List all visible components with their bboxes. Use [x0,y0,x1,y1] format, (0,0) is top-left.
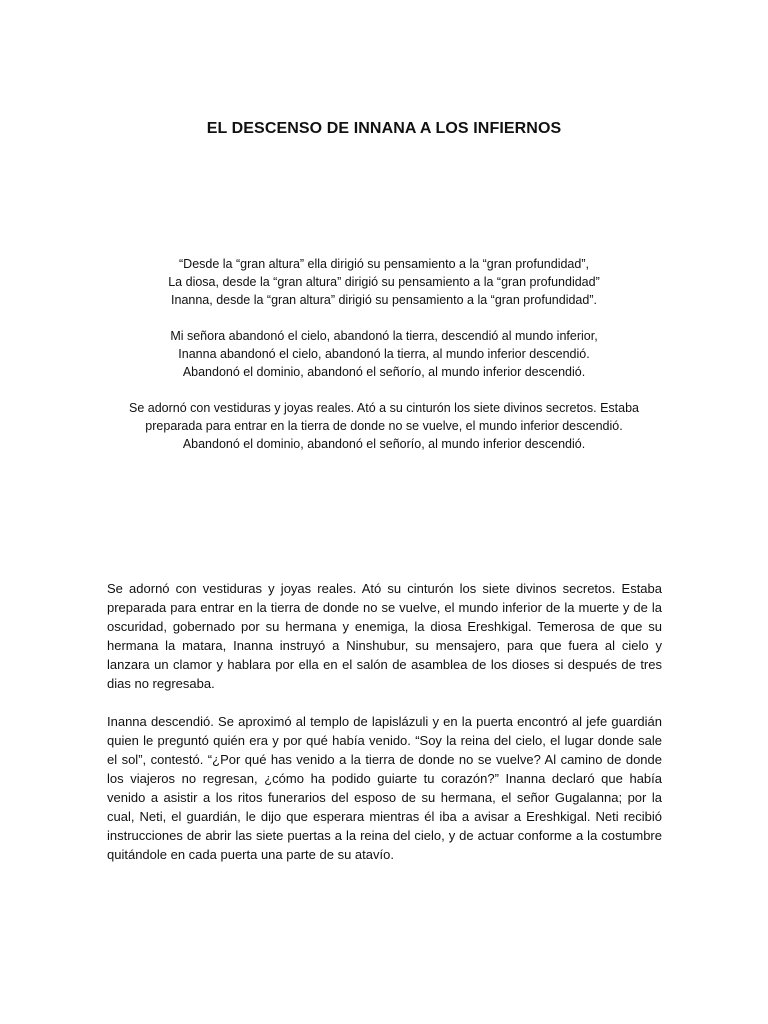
poem-line: Inanna abandonó el cielo, abandonó la tierra, al mundo inferior descendió. [178,347,590,361]
poem-line: Se adornó con vestiduras y joyas reales. Ató a su cinturón los siete divinos secretos. Estaba [129,401,639,415]
poem-stanza-3 [104,399,664,453]
poem-line: preparada para entrar en la tierra de donde no se vuelve, el mundo inferior descendió. [145,419,623,433]
poem-line: Mi señora abandonó el cielo, abandonó la tierra, descendió al mundo inferior, [170,329,598,343]
paragraph: Inanna descendió. Se aproximó al templo de lapislázuli y en la puerta encontró al jefe guardián quien le preguntó quién era y por qué había venido. “Soy la reina del cielo, el lugar donde sale el sol”, contestó. “¿Por qué has venido a la tierra de donde no se vuelve? Al camino de donde los viajeros no regresan, ¿cómo ha podido guiarte tu corazón?” Inanna declaró que había venido a asistir a los ritos funerarios del esposo de su hermana, el señor Gugalanna; por la cual, Neti, el guardián, le dijo que esperara mientras él iba a avisar a Ereshkigal. Neti recibió instrucciones de abrir las siete puertas a la reina del cielo, y de actuar conforme a la costumbre quitándole en cada puerta una parte de su atavío. [107,714,662,862]
page-title: EL DESCENSO DE INNANA A LOS INFIERNOS [206,120,562,137]
poem-stanza-2 [104,327,664,381]
poem-line: Abandonó el dominio, abandonó el señorío, al mundo inferior descendió. [182,437,586,451]
poem-stanza-1 [104,255,664,309]
poem-line: “Desde la “gran altura” ella dirigió su pensamiento a la “gran profundidad”, [179,257,589,271]
paragraph: Se adornó con vestiduras y joyas reales. Ató su cinturón los siete divinos secretos. Estaba preparada para entrar en la tierra de donde no se vuelve, el mundo inferior de la muerte y de la oscuridad, gobernado por su hermana y enemiga, la diosa Ereshkigal. Temerosa de que su hermana la matara, Inanna instruyó a Ninshubur, su mensajero, para que fuera al cielo y lanzara un clamor y hablara por ella en el salón de asamblea de los dioses si después de tres dias no regresaba. [107,581,662,691]
poem-line: Inanna, desde la “gran altura” dirigió su pensamiento a la “gran profundidad”. [171,293,597,307]
poem-line: Abandonó el dominio, abandonó el señorío, al mundo inferior descendió. [182,365,586,379]
poem-block [104,255,664,471]
poem-line: La diosa, desde la “gran altura” dirigió su pensamiento a la “gran profundidad” [168,275,600,289]
body-text [107,579,662,883]
